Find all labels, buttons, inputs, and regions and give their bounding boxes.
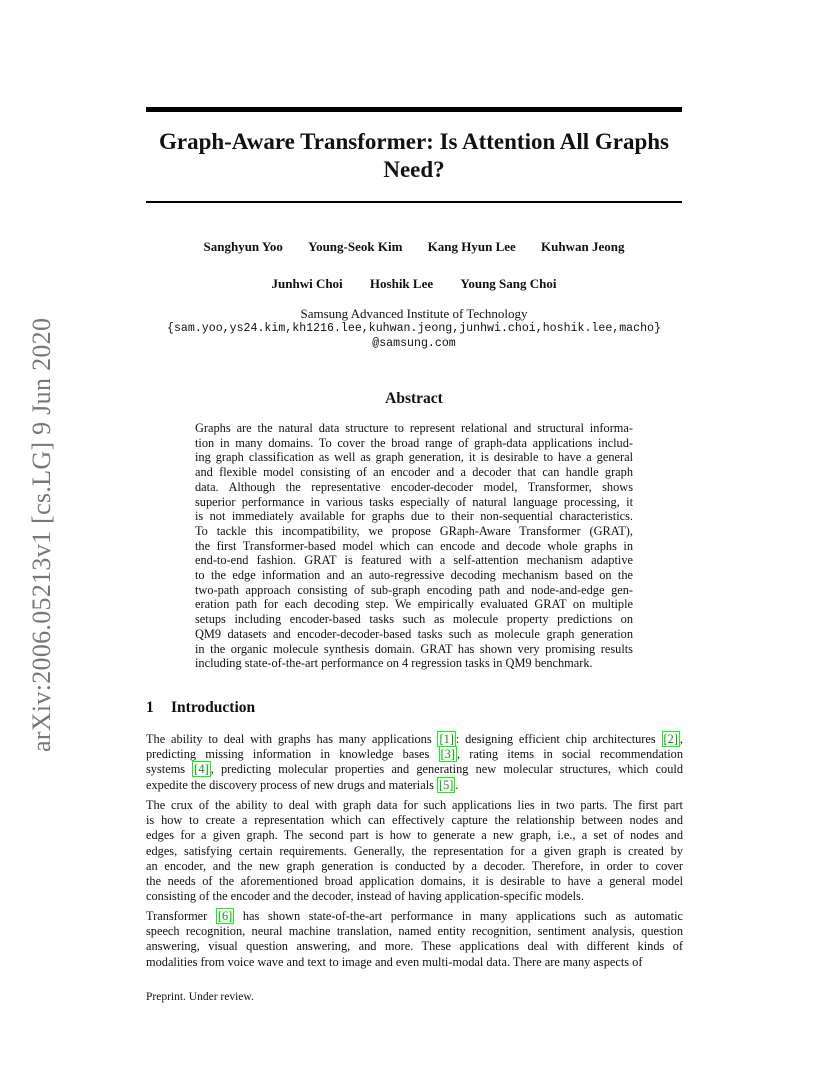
text-run: Transformer bbox=[146, 909, 216, 923]
text-line bbox=[195, 509, 633, 524]
text-run: edges for a given graph. The second part is how to generate a new graph, i.e., a set of nodes and bbox=[146, 828, 683, 843]
author-name: Hoshik Lee bbox=[369, 276, 434, 291]
section-number: 1 bbox=[146, 699, 154, 716]
text-line bbox=[146, 889, 683, 904]
text-run: Graphs are the natural data structure to represent relational and structural informa- bbox=[195, 421, 633, 435]
text-run: the first Transformer-based model which can encode and decode whole graphs in bbox=[195, 538, 633, 553]
authors-row-1 bbox=[146, 239, 682, 255]
text-line bbox=[146, 828, 683, 843]
text-run: , bbox=[679, 732, 683, 746]
author-emails bbox=[100, 321, 728, 351]
text-line bbox=[195, 450, 633, 465]
text-run: an encoder, and the new graph generation is conducted by a decoder. Therefore, in order to cover bbox=[146, 858, 683, 873]
text-run: : designing efficient chip architectures bbox=[455, 732, 662, 746]
text-run: answering, visual question answering, and more. These applications deal with different kinds of bbox=[146, 939, 683, 954]
text-line bbox=[195, 480, 633, 495]
text-line bbox=[146, 844, 683, 859]
text-line bbox=[146, 939, 683, 954]
text-run: setups including encoder-based tasks such as molecule property predictions on bbox=[195, 612, 633, 627]
text-run: predicting missing information in knowledge bases bbox=[146, 747, 439, 762]
text-line bbox=[146, 732, 683, 747]
author-name: Kuhwan Jeong bbox=[541, 239, 625, 254]
text-run: the needs of the aforementioned broad application domains, it is desirable to have a general model bbox=[146, 874, 683, 889]
text-run: . bbox=[455, 777, 459, 792]
author-name: Kang Hyun Lee bbox=[427, 239, 516, 254]
email-line: {sam.yoo,ys24.kim,kh1216.lee,kuhwan.jeong,junhwi.choi,hoshik.lee,macho} bbox=[167, 322, 661, 335]
text-run: is not immediately available for graphs due to their non-sequential characteristics. bbox=[195, 509, 633, 524]
text-run: including state-of-the-art performance on 4 regression tasks in QM9 benchmark. bbox=[195, 656, 593, 671]
text-line bbox=[195, 597, 633, 612]
text-run: in the organic molecule synthesis domain. GRAT has shown very promising results bbox=[195, 641, 633, 656]
text-run: and flexible model consisting of an encoder and a decoder that can handle graph bbox=[195, 465, 633, 480]
text-run: consisting of the encoder and the decoder, instead of having application-specific models. bbox=[146, 889, 584, 904]
text-line bbox=[146, 859, 683, 874]
intro-paragraph-1 bbox=[146, 732, 683, 793]
citation-link[interactable]: [5] bbox=[439, 777, 454, 792]
text-line bbox=[195, 465, 633, 480]
footer-note: Preprint. Under review. bbox=[146, 991, 254, 1003]
citation-link[interactable]: [6] bbox=[217, 909, 233, 923]
abstract-body bbox=[195, 421, 633, 671]
text-run: To tackle this incompatibility, we propose GRaph-Aware Transformer (GRAT), bbox=[195, 523, 633, 538]
title-line-2: Need? bbox=[383, 157, 445, 182]
section-heading bbox=[146, 699, 255, 717]
text-run: , predicting molecular properties and generating new molecular structures, which could bbox=[210, 762, 683, 777]
text-line bbox=[195, 627, 633, 642]
section-title: Introduction bbox=[171, 699, 256, 716]
arxiv-stamp: arXiv:2006.05213v1 [cs.LG] 9 Jun 2020 bbox=[27, 317, 56, 752]
text-line bbox=[146, 874, 683, 889]
text-line bbox=[146, 955, 683, 970]
title-line-1: Graph-Aware Transformer: Is Attention All Graphs bbox=[158, 129, 670, 154]
text-line bbox=[146, 778, 683, 793]
text-run: , rating items in social recommendation bbox=[456, 747, 684, 762]
authors-row-2 bbox=[146, 276, 682, 292]
text-run: QM9 datasets and encoder-decoder-based tasks such as molecule graph generation bbox=[195, 626, 633, 641]
email-line: @samsung.com bbox=[372, 337, 456, 350]
text-line bbox=[195, 656, 633, 671]
text-run: ing graph classification as well as graph generation, it is desirable to have a general bbox=[195, 450, 633, 465]
text-run: two-path approach consisting of sub-graph encoding path and node-and-edge gen- bbox=[195, 582, 633, 597]
text-run: modalities from voice wave and text to image and even multi-modal data. There are many aspects of bbox=[146, 954, 643, 969]
text-run: data. Although the representative encoder-decoder model, Transformer, shows bbox=[195, 479, 633, 494]
intro-paragraph-3 bbox=[146, 909, 683, 970]
text-line bbox=[146, 909, 683, 924]
text-line bbox=[195, 421, 633, 436]
author-name: Junhwi Choi bbox=[271, 276, 343, 291]
text-run: has shown state-of-the-art performance in many applications such as automatic bbox=[234, 909, 684, 923]
citation-link[interactable]: [1] bbox=[439, 732, 454, 746]
title-top-rule bbox=[146, 107, 682, 112]
author-name: Young Sang Choi bbox=[460, 276, 557, 291]
author-name: Sanghyun Yoo bbox=[203, 239, 283, 254]
affiliation: Samsung Advanced Institute of Technology bbox=[300, 306, 528, 321]
text-run: The ability to deal with graphs has many applications bbox=[146, 732, 438, 746]
text-run: expedite the discovery process of new drugs and materials bbox=[146, 777, 438, 792]
text-run: systems bbox=[146, 762, 193, 777]
text-line bbox=[146, 813, 683, 828]
text-line bbox=[195, 524, 633, 539]
text-line bbox=[195, 612, 633, 627]
citation-link[interactable]: [4] bbox=[194, 762, 209, 777]
text-run: tion in many domains. To cover the broad range of graph-data applications includ- bbox=[195, 435, 633, 450]
paper-title bbox=[146, 128, 682, 184]
text-line bbox=[195, 583, 633, 598]
citation-link[interactable]: [3] bbox=[440, 747, 455, 762]
text-line bbox=[146, 924, 683, 939]
text-run: The crux of the ability to deal with graph data for such applications lies in two parts. The first part bbox=[146, 798, 683, 812]
text-run: superior performance in various tasks especially of natural language processing, it bbox=[195, 494, 633, 509]
text-line bbox=[195, 568, 633, 583]
text-run: eration path for each decoding step. We empirically evaluated GRAT on multiple bbox=[195, 597, 633, 612]
text-line bbox=[195, 495, 633, 510]
intro-paragraph-2 bbox=[146, 798, 683, 904]
title-bottom-rule bbox=[146, 201, 682, 203]
text-line bbox=[195, 539, 633, 554]
text-line bbox=[195, 642, 633, 657]
text-line bbox=[146, 747, 683, 762]
text-run: speech recognition, neural machine translation, named entity recognition, sentiment analysis, question bbox=[146, 924, 683, 939]
text-run: edges, satisfying certain requirements. Generally, the representation for a given graph is created by bbox=[146, 843, 683, 858]
text-line bbox=[146, 762, 683, 777]
abstract-heading: Abstract bbox=[385, 390, 443, 407]
text-line bbox=[195, 436, 633, 451]
author-name: Young-Seok Kim bbox=[308, 239, 403, 254]
citation-link[interactable]: [2] bbox=[663, 732, 678, 746]
text-run: end-to-end fashion. GRAT is featured with a self-attention mechanism adaptive bbox=[195, 553, 633, 568]
text-line bbox=[146, 798, 683, 813]
text-line bbox=[195, 553, 633, 568]
text-run: is how to create a representation which can effectively capture the relationship between nodes and bbox=[146, 813, 683, 828]
text-run: to the edge information and an auto-regressive decoding mechanism based on the bbox=[195, 568, 633, 583]
